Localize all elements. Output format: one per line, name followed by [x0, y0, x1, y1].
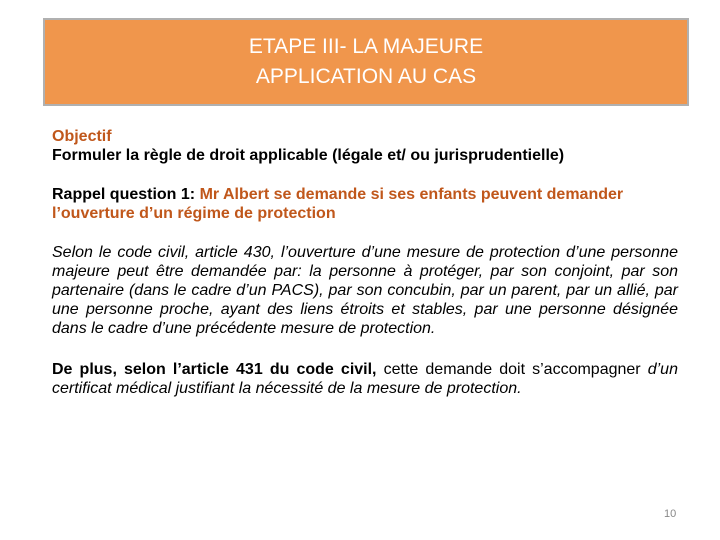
slide-title-box [43, 18, 689, 106]
objectif-label: Objectif [52, 128, 112, 145]
article-431-text-italic: d’un certificat médical justifiant la nécessité de la mesure de protection. [52, 361, 678, 397]
slide-title-line-2: APPLICATION AU CAS [255, 65, 477, 88]
rappel-label: Rappel question 1: [52, 186, 200, 203]
rappel-text: Mr Albert se demande si ses enfants peuvent demander l’ouverture d’un régime de protection [52, 186, 624, 222]
article-431-lead: De plus, selon l’article 431 du code civil, [52, 361, 384, 378]
rappel-paragraph [52, 185, 678, 223]
article-430-text: l’ouverture d’une mesure de protection d’une personne majeure peut être demandée par: la personne à protéger, par son conjoint, par son partenaire (dans le cadre d’un PACS), par son concubin, par un parent, par un allié, par une personne proche, ayant des liens étroits et stables, par une personne désignée dans le cadre d’une précédente mesure de protection. [52, 244, 678, 337]
article-431-text-plain: cette demande doit s’accompagner [383, 361, 641, 378]
objectif-text: Formuler la règle de droit applicable (légale et/ ou jurisprudentielle) [52, 147, 565, 164]
article-430-lead: Selon le code civil, article 430, [52, 244, 281, 261]
slide-content [52, 127, 678, 398]
slide-title-line-1: ETAPE III- LA MAJEURE [248, 35, 484, 58]
page-number: 10 [664, 508, 677, 520]
article-431-paragraph [52, 360, 678, 398]
article-430-paragraph [52, 243, 678, 338]
